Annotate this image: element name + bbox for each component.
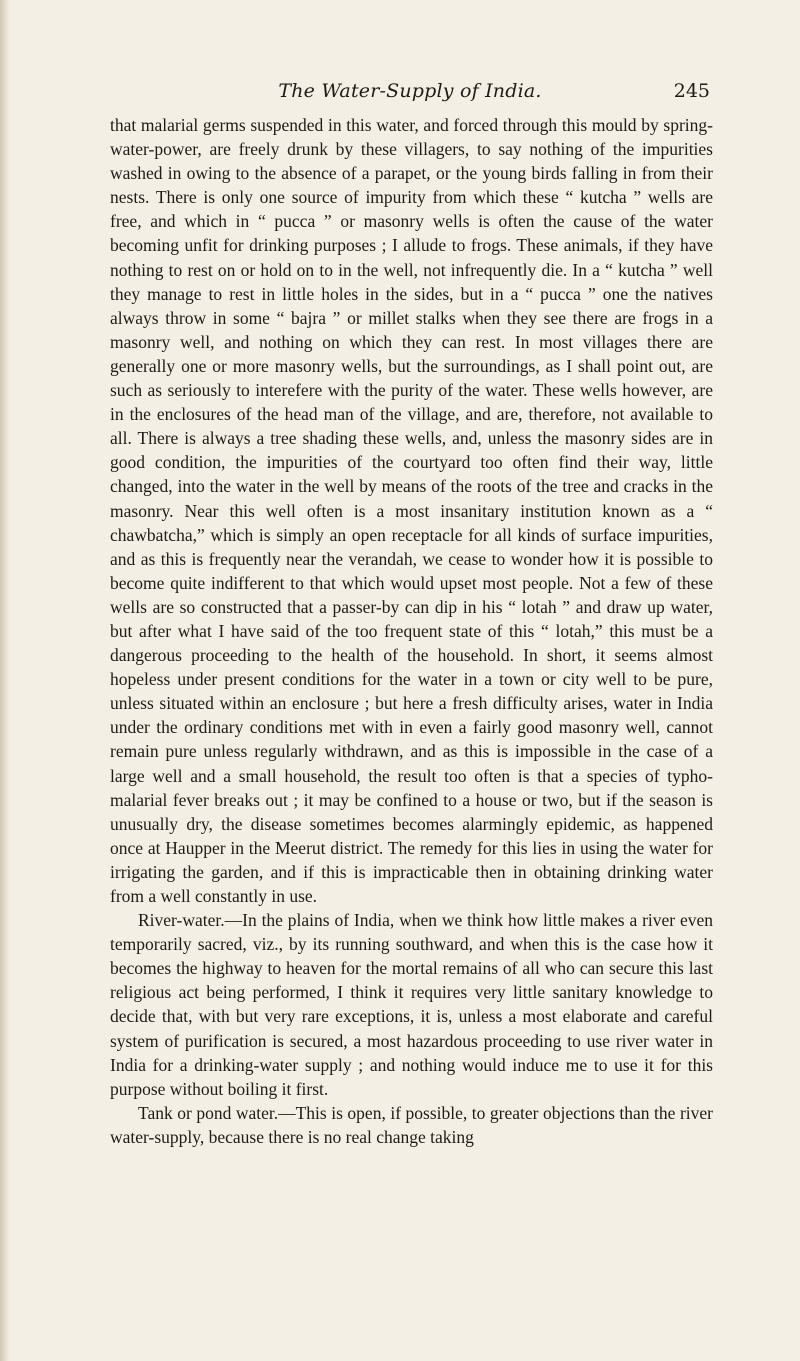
running-head bbox=[110, 78, 710, 104]
running-title: The Water-Supply of India. bbox=[278, 80, 542, 102]
paragraph-wells: that malarial germs suspended in this water, and forced through this mould by spring-water-power, are freely drunk by these villagers, to say nothing of the impurities washed in owing to the absence of a parapet, or the young birds falling in from their nests. There is only one source of impurity from which these “ kutcha ” wells are free, and which in “ pucca ” or masonry wells is often the cause of the water becoming unfit for drinking purposes ; I allude to frogs. These animals, if they have nothing to rest on or hold on to in the well, not infrequently die. In a “ kutcha ” well they manage to rest in little holes in the sides, but in a “ pucca ” one the natives always throw in some “ bajra ” or millet stalks when they see there are frogs in a masonry well, and nothing on which they can rest. In most villages there are generally one or more masonry wells, but the surroundings, as I shall point out, are such as seriously to interefere with the purity of the water. These wells however, are in the enclosures of the head man of the village, and are, therefore, not available to all. There is always a tree shading these wells, and, unless the masonry sides are in good condition, the impurities of the courtyard too often find their way, little changed, into the water in the well by means of the roots of the tree and cracks in the masonry. Near this well often is a most insanitary institution known as a “ chawbatcha,” which is simply an open receptacle for all kinds of surface impurities, and as this is frequently near the verandah, we cease to wonder how it is possible to become quite indifferent to that which would upset most people. Not a few of these wells are so constructed that a passer-by can dip in his “ lotah ” and draw up water, but after what I have said of the too frequent state of this “ lotah,” this must be a dangerous proceeding to the health of the household. In short, it seems almost hopeless under present conditions for the water in a town or city well to be pure, unless situated within an enclosure ; but here a fresh difficulty arises, water in India under the ordinary conditions met with in even a fairly good masonry well, cannot remain pure unless regularly withdrawn, and as this is impossible in the case of a large well and a small household, the result too often is that a species of typho-malarial fever breaks out ; it may be confined to a house or two, but if the season is unusually dry, the disease sometimes becomes alarmingly epidemic, as happened once at Haupper in the Meerut district. The remedy for this lies in using the water for irrigating the garden, and if this is impracticable then in obtaining drinking water from a well constantly in use. bbox=[110, 115, 713, 906]
paragraph-tank-water: Tank or pond water.—This is open, if possible, to greater objections than the river water-supply, because there is no real change taking bbox=[110, 1102, 713, 1147]
body-text bbox=[110, 113, 713, 1149]
paragraph-river-water: River-water.—In the plains of India, when we think how little makes a river even temporarily sacred, viz., by its running southward, and when this is the case how it becomes the highway to heaven for the mortal remains of all who can secure this last religious act being performed, I think it requires very little sanitary knowledge to decide that, with but very rare exceptions, it is, unless a most elaborate and careful system of purification is secured, a most hazardous proceeding to use river water in India for a drinking-water supply ; and nothing would induce me to use it for this purpose without boiling it first. bbox=[110, 910, 713, 1099]
page-number: 245 bbox=[673, 80, 710, 102]
